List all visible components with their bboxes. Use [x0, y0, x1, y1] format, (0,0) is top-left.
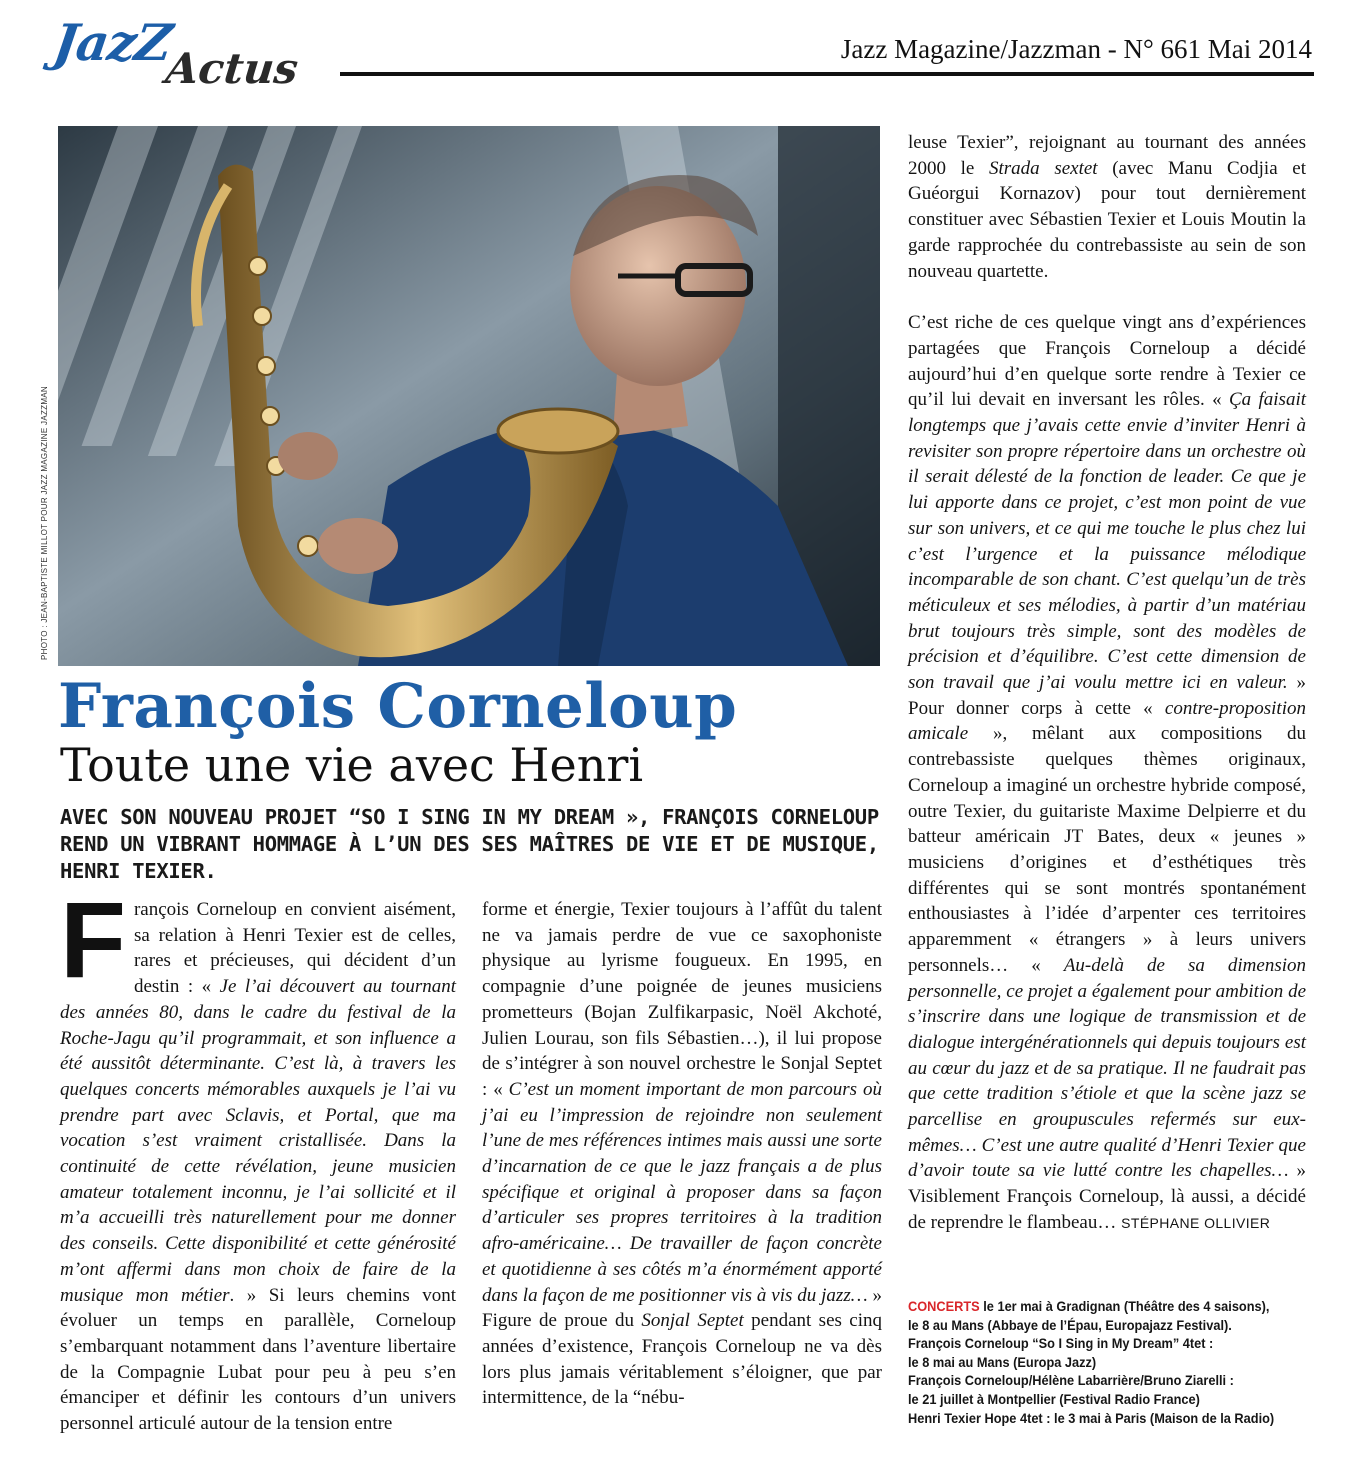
quote-run: C’est un moment important de mon parcours où j’ai eu l’impression de rejoindre non seulement l’une de mes références intimes mais aussi une sorte d’incarnation de ce que le jazz français a de plus spécifique et original à proposer dans sa façon d’articuler ses propres territoires à la tradition afro-américaine… De travailler de façon concrète et quotidienne à ses côtés m’a énormément apporté dans la façon de me positionner vis à vis du jazz…	[482, 1078, 882, 1306]
paragraph	[908, 130, 1306, 284]
concert-line: François Corneloup “So I Sing in My Dream” 4tet :	[908, 1336, 1214, 1352]
article-photo	[58, 126, 880, 666]
band-name: Strada sextet	[989, 157, 1098, 179]
quote-run: contre-proposition amicale	[908, 697, 1306, 745]
concert-line: le 21 juillet à Montpellier (Festival Radio France)	[908, 1391, 1200, 1407]
text-run: (avec Manu Codjia et Guéorgui Kornazov) pour tout dernièrement constituer avec Sébastien Texier et Louis Moutin la garde rapprochée du contrebassiste au sein de son nouveau quartette.	[908, 157, 1306, 282]
article-title: François Corneloup	[58, 671, 738, 742]
issue-line: Jazz Magazine/Jazzman - N° 661 Mai 2014	[840, 34, 1312, 64]
paragraph	[60, 879, 457, 1437]
logo-jazz-word: JazZ	[49, 13, 176, 72]
article-column-1	[60, 879, 457, 1437]
text-run: . » Si leurs chemins vont évoluer un temps en parallèle, Corneloup s’embarquant notamment dans l’aventure libertaire de la Compagnie Lubat pour peu à peu s’en émanciper et définir les contours d’un univers personnel articulé autour de la tension entre	[60, 1284, 456, 1435]
concert-line: Henri Texier Hope 4tet : le 3 mai à Paris (Maison de la Radio)	[908, 1410, 1275, 1426]
concerts-box	[908, 1298, 1303, 1428]
text-run: forme et énergie, Texier toujours à l’affût du talent ne va jamais perdre de vue ce saxophoniste physique au lyrisme fougueux. En 1995, en compagnie d’une poignée de jeunes musiciens prometteurs (Bojan Zulfikarpasic, Noël Akchoté, Julien Lourau, son fils Sébastien…), il lui propose de s’intégrer à son nouvel orchestre le Sonjal Septet : «	[482, 899, 882, 1100]
concert-text: le 1er mai à Gradignan (Théâtre des 4 saisons),	[979, 1299, 1270, 1314]
text-run: C’est riche de ces quelque vingt ans d’expériences partagées que François Corneloup a décidé aujourd’hui d’en quelque sorte rendre à Texier ce qu’il lui devait en inversant les rôles. «	[908, 312, 1306, 411]
paragraph	[908, 310, 1306, 1236]
concert-line: François Corneloup/Hélène Labarrière/Bruno Ziarelli :	[908, 1373, 1234, 1389]
concert-line: le 8 mai au Mans (Europa Jazz)	[908, 1354, 1097, 1370]
article-standfirst: AVEC SON NOUVEAU PROJET “SO I SING IN MY DREAM », FRANÇOIS CORNELOUP REND UN VIBRANT HOMMAGE À L’UN DES SES MAÎTRES DE VIE ET DE MUSIQUE, HENRI TEXIER.	[60, 805, 879, 883]
concerts-label: CONCERTS	[908, 1299, 980, 1314]
quote-run: Je l’ai découvert au tournant des années 80, dans le cadre du festival de la Roche-Jagu qu’il programmait, et son influence a été aussitôt déterminante. C’est là, à travers les quelques concerts mémorables auxquels je l’ai vu prendre part avec Sclavis, et Portal, que ma vocation s’est vraiment cristallisée. Dans la continuité de cette révélation, jeune musicien amateur totalement inconnu, je l’ai sollicité et il m’a accueilli très naturellement pour me donner des conseils. Cette disponibilité et cette générosité m’ont affermi dans mon choix de faire de la musique mon métier	[60, 976, 457, 1306]
band-name: Sonjal Septet	[641, 1310, 744, 1332]
quote-run: Au-delà de sa dimension personnelle, ce projet a également pour ambition de s’inscrire dans une logique de transmission et de dialogue intergénérationnels qui depuis toujours est au cœur du jazz et de sa pratique. Il ne faudrait pas que cette tradition s’étiole et que la scène jazz se parcellise en groupuscules refermés sur eux-mêmes… C’est une autre qualité d’Henri Texier que d’avoir toute sa vie lutté contre les chapelles…	[908, 954, 1306, 1182]
photo-credit: PHOTO : JEAN-BAPTISTE MILLOT POUR JAZZ MAGAZINE JAZZMAN	[40, 385, 49, 660]
concert-line	[908, 1298, 1303, 1317]
text-run: leuse Texier”, rejoignant au tournant des années 2000 le	[908, 132, 1306, 179]
drop-cap: F	[60, 879, 126, 1000]
author-byline: STÉPHANE OLLIVIER	[1121, 1214, 1271, 1231]
text-run: pendant ses cinq années d’existence, François Corneloup ne va dès lors plus jamais véritablement s’éloigner, que par intermittence, de la “nébu-	[482, 1310, 882, 1409]
article-subtitle: Toute une vie avec Henri	[60, 738, 644, 792]
text-run: rançois Corneloup en convient aisément, sa relation à Henri Texier est de celles, rares et précieuses, qui décident d’un destin : «	[133, 899, 456, 998]
quote-run: Ça faisait longtemps que j’avais cette envie d’inviter Henri à revisiter son propre répertoire dans un orchestre où il serait délesté de la fonction de leader. Ce que je lui apporte dans ce projet, c’est mon point de vue sur son univers, et ce qui me touche le plus chez lui c’est l’urgence et la puissance mélodique incomparable de son chant. C’est quelqu’un de très méticuleux et ses mélodies, à partir d’un matériau brut toujours très simple, sont des modèles de précision et d’équilibre. C’est cette dimension de son travail que j’ai voulu mettre ici en valeur.	[908, 389, 1307, 694]
article-column-2	[482, 897, 882, 1411]
saxophonist-photo-illustration	[58, 126, 880, 666]
masthead-logo	[49, 13, 364, 93]
text-run: » Figure de proue du	[482, 1284, 882, 1332]
concert-line: le 8 au Mans (Abbaye de l’Épau, Europajazz Festival).	[908, 1317, 1232, 1333]
article-column-3	[908, 130, 1306, 1237]
text-run: » Visiblement François Corneloup, là aussi, a décidé de reprendre le flambeau…	[908, 1160, 1306, 1233]
paragraph	[482, 897, 882, 1411]
masthead-rule	[340, 72, 1314, 76]
text-run: », mêlant aux compositions du contrebassiste quelques thèmes originaux, Corneloup a imaginé un orchestre hybride composé, outre Texier, du guitariste Maxime Delpierre et du batteur américain JT Bates, deux « jeunes » musiciens d’origines et d’esthétiques très différentes qui se sont montrés spontanément enthousiastes à l’idée d’arpenter ces territoires apparemment « étrangers » à leurs univers personnels… «	[908, 723, 1306, 976]
logo-actus-word: Actus	[163, 44, 301, 93]
text-run: » Pour donner corps à cette «	[908, 672, 1307, 719]
